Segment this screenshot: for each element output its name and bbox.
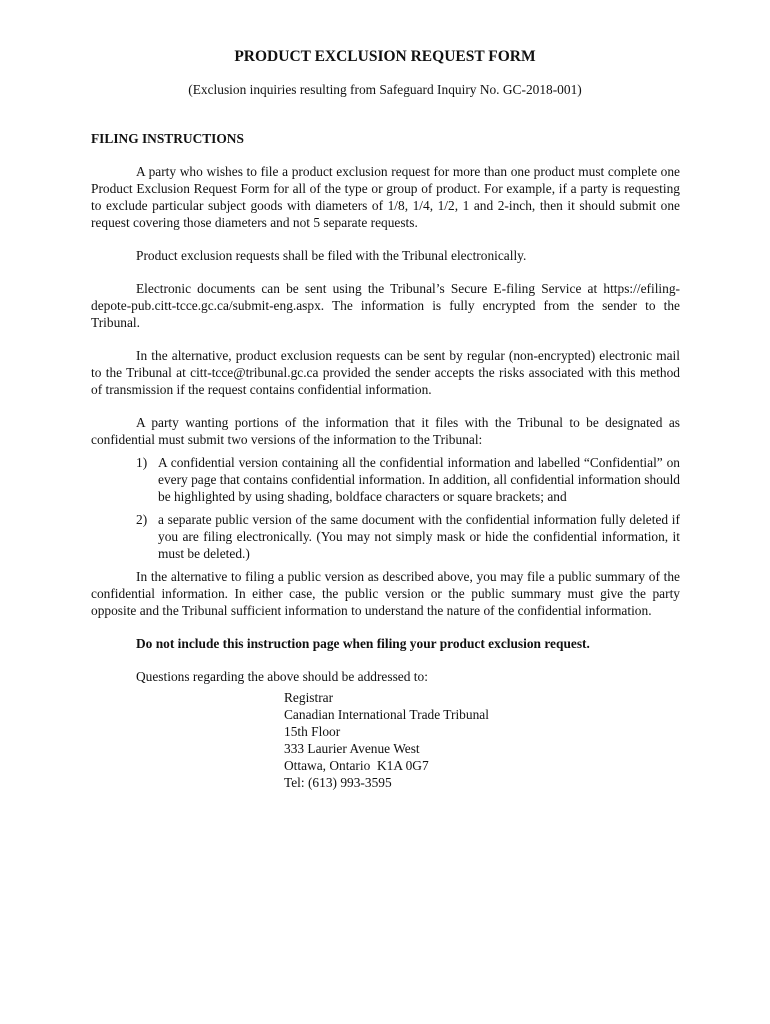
list-item-number: 2) xyxy=(136,512,148,527)
paragraph-electronic-filing: Product exclusion requests shall be filed with the Tribunal electronically. xyxy=(136,248,527,263)
paragraph-do-not-include: Do not include this instruction page when filing your product exclusion request. xyxy=(136,636,590,651)
address-line: Ottawa, Ontario K1A 0G7 xyxy=(284,758,429,773)
list-item-number: 1) xyxy=(136,455,148,470)
page-subtitle: (Exclusion inquiries resulting from Safeguard Inquiry No. GC-2018-001) xyxy=(188,82,582,97)
list-item-text: A confidential version containing all the confidential information and labelled “Confidential” on every page that contains confidential information. In addition, all confidential information should be highlighted by using shading, boldface characters or square brackets; and xyxy=(158,455,680,504)
confidential-versions-list xyxy=(91,454,680,562)
address-phone: Tel: (613) 993-3595 xyxy=(284,775,392,790)
paragraph-multiple-products: A party who wishes to file a product exclusion request for more than one product must complete one Product Exclusion Request Form for all of the type or group of product. For example, if a party is requesting to exclude particular subject goods with diameters of 1/8, 1/4, 1/2, 1 and 2-inch, then it should submit one request covering those diameters and not 5 separate requests. xyxy=(91,164,680,230)
paragraph-confidential-versions: A party wanting portions of the information that it files with the Tribunal to be designated as confidential must submit two versions of the information to the Tribunal: xyxy=(91,415,680,447)
document-body xyxy=(91,130,680,791)
registrar-address xyxy=(284,689,680,791)
list-item xyxy=(91,511,680,562)
address-line: 333 Laurier Avenue West xyxy=(284,741,420,756)
page-title: PRODUCT EXCLUSION REQUEST FORM xyxy=(234,48,536,65)
paragraph-questions: Questions regarding the above should be addressed to: xyxy=(136,669,428,684)
address-line: Registrar xyxy=(284,690,334,705)
paragraph-secure-efiling: Electronic documents can be sent using the Tribunal’s Secure E-filing Service at https://efiling-depote-pub.citt-tcce.gc.ca/submit-eng.aspx. The information is fully encrypted from the sender to the Tribunal. xyxy=(91,281,680,330)
address-line: 15th Floor xyxy=(284,724,341,739)
address-line: Canadian International Trade Tribunal xyxy=(284,707,489,722)
section-heading: FILING INSTRUCTIONS xyxy=(91,131,244,146)
paragraph-email-alternative: In the alternative, product exclusion requests can be sent by regular (non-encrypted) electronic mail to the Tribunal at citt-tcce@tribunal.gc.ca provided the sender accepts the risks associated with this method of transmission if the request contains confidential information. xyxy=(91,348,680,397)
list-item xyxy=(91,454,680,505)
list-item-text: a separate public version of the same document with the confidential information fully deleted if you are filing electronically. (You may not simply mask or hide the confidential information, it must be deleted.) xyxy=(158,512,680,561)
paragraph-public-summary: In the alternative to filing a public version as described above, you may file a public summary of the confidential information. In either case, the public version or the public summary must give the party opposite and the Tribunal sufficient information to understand the nature of the confidential information. xyxy=(91,569,680,618)
